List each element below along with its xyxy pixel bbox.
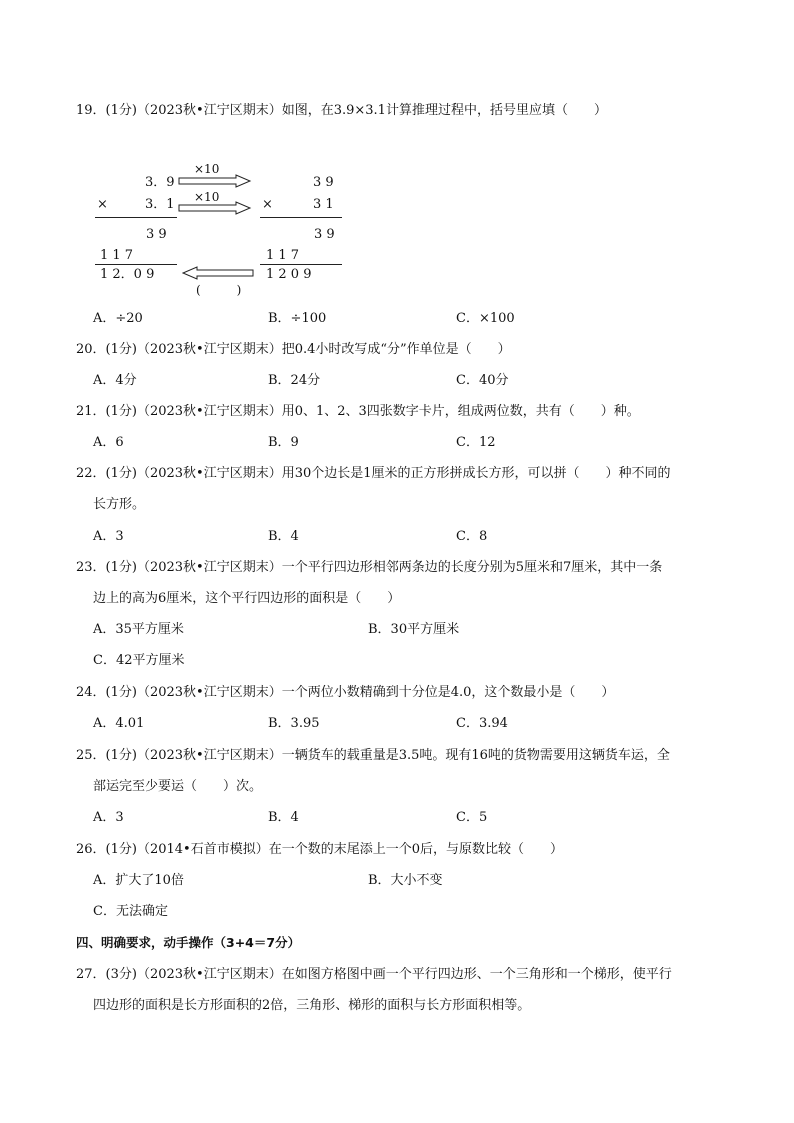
right-arrow-icon-2: [178, 201, 252, 215]
left-multiplier: 3．1: [145, 197, 175, 212]
question-22-stem-cont: 长方形。: [93, 497, 146, 512]
right-times-sign: ×: [262, 197, 273, 212]
question-20-stem: 20．(1分)（2023秋•江宁区期末）把0.4小时改写成“分”作单位是（ ）: [76, 342, 511, 357]
right-partial-1: 3 9: [314, 227, 335, 242]
q21-option-c[interactable]: C．12: [456, 435, 496, 450]
q20-option-b[interactable]: B．24分: [268, 373, 321, 388]
right-rule-2: [260, 264, 342, 265]
question-27-stem: 27．(3分)（2023秋•江宁区期末）在如图方格图中画一个平行四边形、一个三角形和一个梯形，使平行: [76, 967, 672, 982]
left-times-sign: ×: [97, 197, 108, 212]
right-multiplier: 3 1: [313, 197, 334, 212]
q19-option-c[interactable]: C．×100: [456, 311, 515, 326]
question-22-stem: 22．(1分)（2023秋•江宁区期末）用30个边长是1厘米的正方形拼成长方形，可以拼（ ）种不同的: [76, 466, 671, 481]
question-19-stem: 19．(1分)（2023秋•江宁区期末）如图，在3.9×3.1计算推理过程中，括号里应填（ ）: [76, 103, 607, 118]
arrow-1-label: ×10: [194, 162, 220, 176]
right-result: 1 2 0 9: [266, 267, 312, 282]
question-24-stem: 24．(1分)（2023秋•江宁区期末）一个两位小数精确到十分位是4.0，这个数最小是（ ）: [76, 685, 615, 700]
q22-option-a[interactable]: A．3: [93, 529, 124, 544]
q21-option-a[interactable]: A．6: [93, 435, 124, 450]
q26-option-a[interactable]: A．扩大了10倍: [93, 873, 184, 888]
q26-option-c[interactable]: C．无法确定: [93, 904, 168, 919]
question-23-stem: 23．(1分)（2023秋•江宁区期末）一个平行四边形相邻两条边的长度分别为5厘米和7厘米，其中一条: [76, 560, 663, 575]
question-21-stem: 21．(1分)（2023秋•江宁区期末）用0、1、2、3四张数字卡片，组成两位数，共有（ ）种。: [76, 404, 640, 419]
q26-option-b[interactable]: B．大小不变: [368, 873, 443, 888]
q24-option-a[interactable]: A．4.01: [93, 716, 145, 731]
right-multiplicand: 3 9: [313, 175, 334, 190]
question-25-stem: 25．(1分)（2023秋•江宁区期末）一辆货车的载重量是3.5吨。现有16吨的货物需要用这辆货车运，全: [76, 748, 670, 763]
question-25-stem-cont: 部运完至少要运（ ）次。: [93, 779, 263, 794]
right-partial-2: 1 1 7: [266, 248, 300, 263]
q19-option-a[interactable]: A．÷20: [93, 311, 143, 326]
q20-option-c[interactable]: C．40分: [456, 373, 509, 388]
q23-option-b[interactable]: B．30平方厘米: [368, 622, 460, 637]
left-arrow-icon: [182, 266, 254, 280]
q25-option-a[interactable]: A．3: [93, 810, 124, 825]
q22-option-c[interactable]: C．8: [456, 529, 488, 544]
q19-option-b[interactable]: B．÷100: [268, 311, 327, 326]
q20-option-a[interactable]: A．4分: [93, 373, 137, 388]
right-arrow-icon-1: [178, 174, 252, 188]
question-23-stem-cont: 边上的高为6厘米，这个平行四边形的面积是（ ）: [93, 591, 401, 606]
q21-option-b[interactable]: B．9: [268, 435, 299, 450]
question-26-stem: 26．(1分)（2014•石首市模拟）在一个数的末尾添上一个0后，与原数比较（ ）: [76, 842, 563, 857]
left-result: 1 2．0 9: [100, 267, 155, 282]
left-partial-1: 3 9: [146, 227, 167, 242]
q25-option-c[interactable]: C．5: [456, 810, 488, 825]
section-4-heading: 四、明确要求，动手操作（3+4＝7分）: [76, 935, 301, 950]
left-rule-1: [95, 217, 177, 218]
q22-option-b[interactable]: B．4: [268, 529, 299, 544]
arrow-2-label: ×10: [194, 190, 220, 204]
q25-option-b[interactable]: B．4: [268, 810, 299, 825]
left-partial-2: 1 1 7: [100, 248, 134, 263]
left-multiplicand: 3．9: [145, 175, 175, 190]
q23-option-c[interactable]: C．42平方厘米: [93, 653, 185, 668]
left-rule-2: [95, 264, 177, 265]
right-rule-1: [260, 217, 342, 218]
q24-option-b[interactable]: B．3.95: [268, 716, 320, 731]
q24-option-c[interactable]: C．3.94: [456, 716, 508, 731]
question-27-stem-cont: 四边形的面积是长方形面积的2倍，三角形、梯形的面积与长方形面积相等。: [93, 998, 531, 1013]
q23-option-a[interactable]: A．35平方厘米: [93, 622, 184, 637]
answer-blank: ( ): [196, 283, 242, 297]
